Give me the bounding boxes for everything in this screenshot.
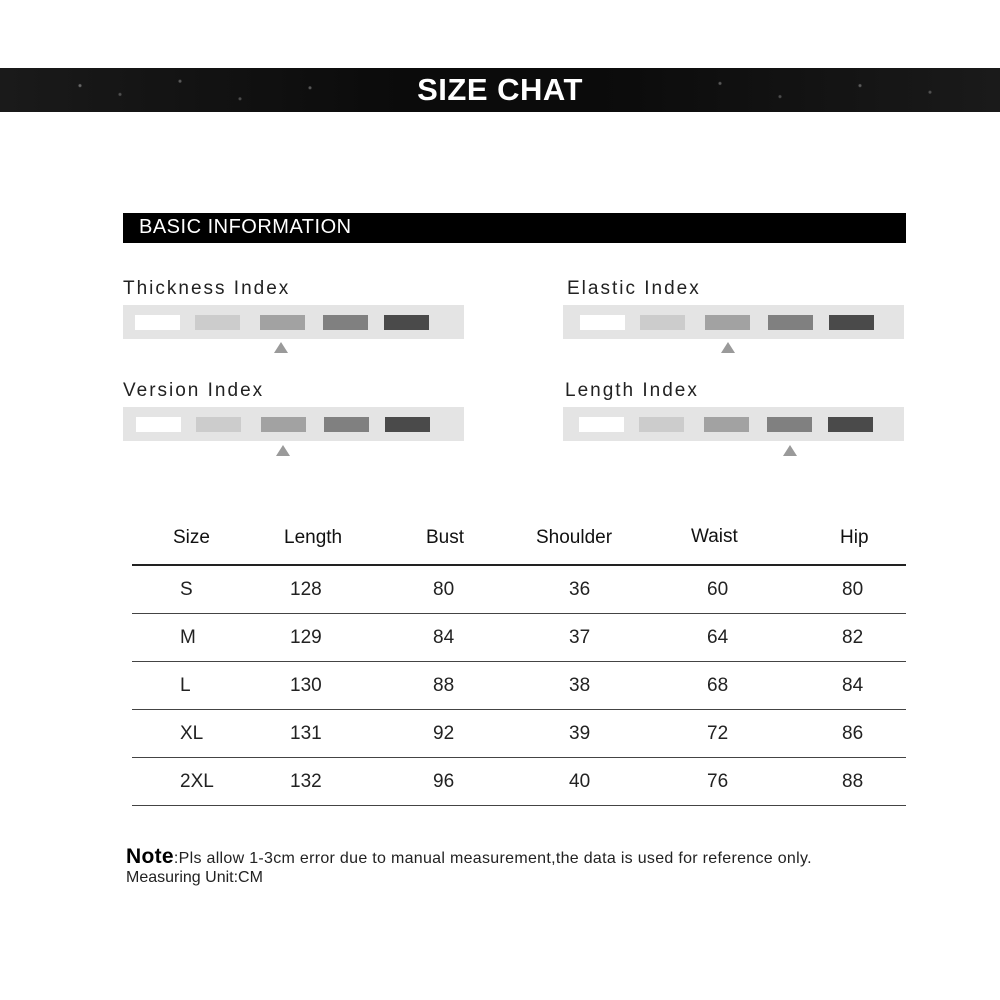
size-cell: L <box>180 675 191 696</box>
measuring-unit: Measuring Unit:CM <box>126 869 263 886</box>
elastic-index-label: Elastic Index <box>567 278 701 299</box>
bust-cell: 96 <box>433 771 455 792</box>
bust-cell: 92 <box>433 723 455 744</box>
waist-cell: 68 <box>707 675 729 696</box>
basic-information-header <box>123 213 906 243</box>
version-index-label: Version Index <box>123 380 265 401</box>
scale-swatch-2 <box>639 417 684 432</box>
column-header-bust: Bust <box>426 527 465 548</box>
thickness-index-scale <box>123 305 464 339</box>
length-index-label: Length Index <box>565 380 699 401</box>
note-separator: : <box>173 850 179 867</box>
scale-swatch-4 <box>768 315 813 330</box>
waist-cell: 60 <box>707 579 729 600</box>
length-cell: 128 <box>290 579 322 600</box>
scale-swatch-2 <box>195 315 240 330</box>
column-header-hip: Hip <box>840 527 869 548</box>
scale-swatch-3 <box>260 315 305 330</box>
scale-swatch-5 <box>384 315 429 330</box>
note-label: Note <box>126 845 174 868</box>
length-index-marker <box>783 445 797 456</box>
waist-cell: 64 <box>707 627 729 648</box>
bust-cell: 84 <box>433 627 455 648</box>
bust-cell: 80 <box>433 579 455 600</box>
shoulder-cell: 39 <box>569 723 591 744</box>
table-row <box>132 566 906 614</box>
version-index-scale <box>123 407 464 441</box>
scale-swatch-5 <box>829 315 874 330</box>
hip-cell: 84 <box>842 675 864 696</box>
measurement-note <box>126 845 812 869</box>
table-row <box>132 662 906 710</box>
scale-swatch-1 <box>579 417 624 432</box>
length-cell: 130 <box>290 675 322 696</box>
table-row <box>132 710 906 758</box>
hip-cell: 86 <box>842 723 864 744</box>
scale-swatch-3 <box>261 417 306 432</box>
scale-swatch-5 <box>385 417 430 432</box>
version-index-marker <box>276 445 290 456</box>
size-cell: M <box>180 627 196 648</box>
length-cell: 131 <box>290 723 322 744</box>
scale-swatch-4 <box>324 417 369 432</box>
row-divider <box>132 805 906 806</box>
column-header-shoulder: Shoulder <box>536 527 613 548</box>
shoulder-cell: 37 <box>569 627 591 648</box>
waist-cell: 72 <box>707 723 729 744</box>
shoulder-cell: 40 <box>569 771 591 792</box>
shoulder-cell: 38 <box>569 675 591 696</box>
thickness-index-marker <box>274 342 288 353</box>
scale-swatch-1 <box>136 417 181 432</box>
elastic-index-marker <box>721 342 735 353</box>
scale-swatch-1 <box>580 315 625 330</box>
scale-swatch-4 <box>323 315 368 330</box>
note-text: Pls allow 1-3cm error due to manual measurement,the data is used for reference only. <box>178 850 812 867</box>
scale-swatch-5 <box>828 417 873 432</box>
thickness-index-label: Thickness Index <box>123 278 291 299</box>
size-cell: XL <box>180 723 204 744</box>
length-cell: 132 <box>290 771 322 792</box>
table-row <box>132 614 906 662</box>
scale-swatch-2 <box>640 315 685 330</box>
elastic-index-scale <box>563 305 904 339</box>
column-header-length: Length <box>284 527 343 548</box>
size-chart-banner <box>0 68 1000 112</box>
scale-swatch-4 <box>767 417 812 432</box>
length-index-scale <box>563 407 904 441</box>
scale-swatch-1 <box>135 315 180 330</box>
hip-cell: 80 <box>842 579 864 600</box>
waist-cell: 76 <box>707 771 729 792</box>
table-row <box>132 758 906 806</box>
hip-cell: 82 <box>842 627 864 648</box>
hip-cell: 88 <box>842 771 864 792</box>
basic-information-title: BASIC INFORMATION <box>139 216 352 238</box>
size-cell: S <box>180 579 193 600</box>
banner-title: SIZE CHAT <box>417 72 583 107</box>
size-cell: 2XL <box>180 771 214 792</box>
scale-swatch-3 <box>705 315 750 330</box>
length-cell: 129 <box>290 627 322 648</box>
scale-swatch-2 <box>196 417 241 432</box>
scale-swatch-3 <box>704 417 749 432</box>
column-header-size: Size <box>173 527 210 548</box>
bust-cell: 88 <box>433 675 455 696</box>
column-header-waist: Waist <box>691 526 738 547</box>
shoulder-cell: 36 <box>569 579 591 600</box>
